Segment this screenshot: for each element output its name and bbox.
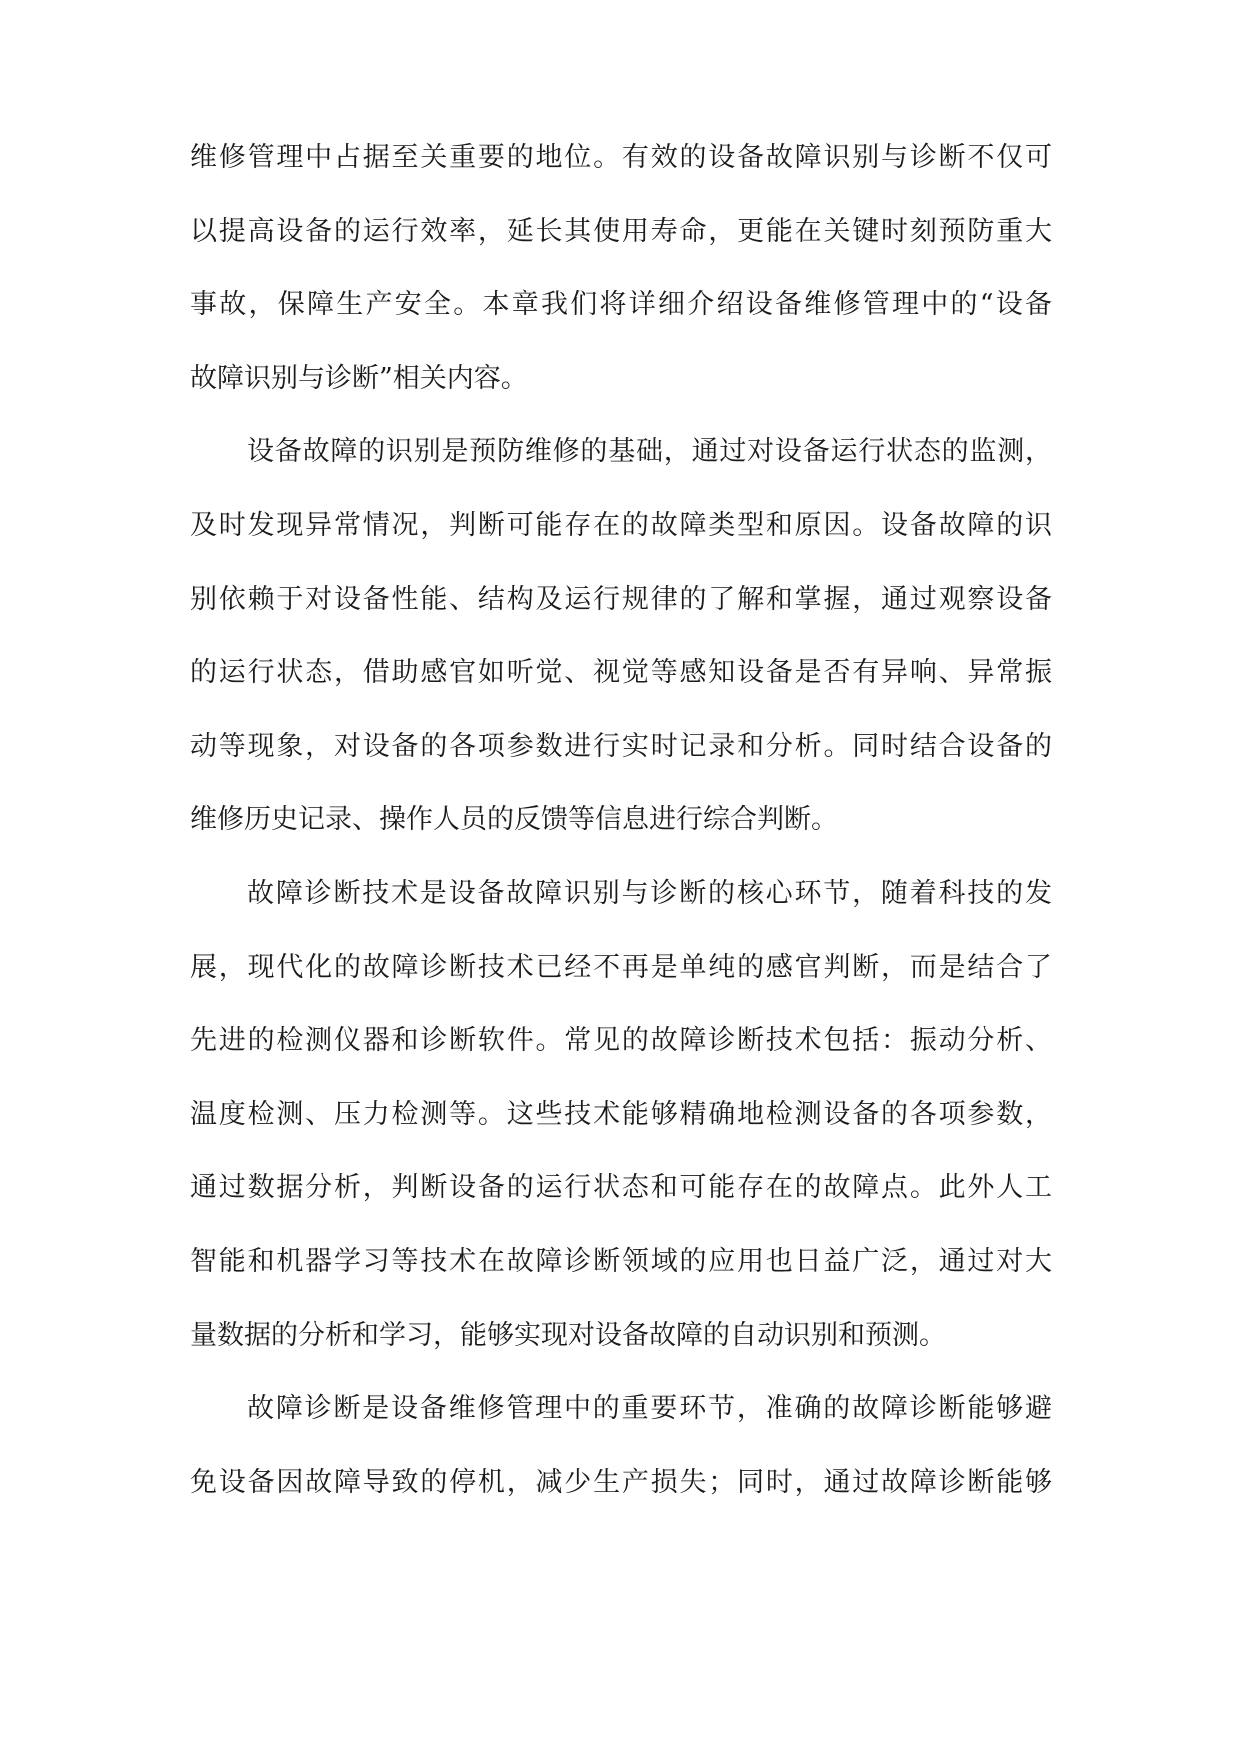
paragraph-first-line: 故障诊断是设备维修管理中的重要环节，准确的故障诊断能够避 [247,1393,1052,1425]
text-line: 通过数据分析，判断设备的运行状态和可能存在的故障点。此外人工 [190,1172,1052,1204]
paragraph-first-line: 设备故障的识别是预防维修的基础，通过对设备运行状态的监测， [247,436,1052,468]
text-line: 动等现象，对设备的各项参数进行实时记录和分析。同时结合设备的 [190,730,1052,762]
text-line: 先进的检测仪器和诊断软件。常见的故障诊断技术包括：振动分析、 [190,1025,1052,1057]
text-line: 温度检测、压力检测等。这些技术能够精确地检测设备的各项参数， [190,1098,1052,1130]
text-line: 以提高设备的运行效率，延长其使用寿命，更能在关键时刻预防重大 [190,215,1052,247]
text-line: 智能和机器学习等技术在故障诊断领域的应用也日益广泛，通过对大 [190,1245,1052,1277]
paragraph-first-line: 故障诊断技术是设备故障识别与诊断的核心环节，随着科技的发 [247,877,1052,909]
text-line: 维修历史记录、操作人员的反馈等信息进行综合判断。 [190,804,838,836]
text-line: 故障识别与诊断”相关内容。 [190,362,528,394]
text-line: 的运行状态，借助感官如听觉、视觉等感知设备是否有异响、异常振 [190,657,1052,689]
text-line: 事故，保障生产安全。本章我们将详细介绍设备维修管理中的“设备 [190,289,1052,321]
text-line: 及时发现异常情况，判断可能存在的故障类型和原因。设备故障的识 [190,509,1052,541]
text-line: 别依赖于对设备性能、结构及运行规律的了解和掌握，通过观察设备 [190,583,1052,615]
document-body [190,142,1052,1540]
text-line: 展，现代化的故障诊断技术已经不再是单纯的感官判断，而是结合了 [190,951,1052,983]
text-line: 维修管理中占据至关重要的地位。有效的设备故障识别与诊断不仅可 [190,142,1052,173]
text-line: 量数据的分析和学习，能够实现对设备故障的自动识别和预测。 [190,1319,946,1351]
text-line: 免设备因故障导致的停机，减少生产损失；同时，通过故障诊断能够 [190,1466,1052,1498]
